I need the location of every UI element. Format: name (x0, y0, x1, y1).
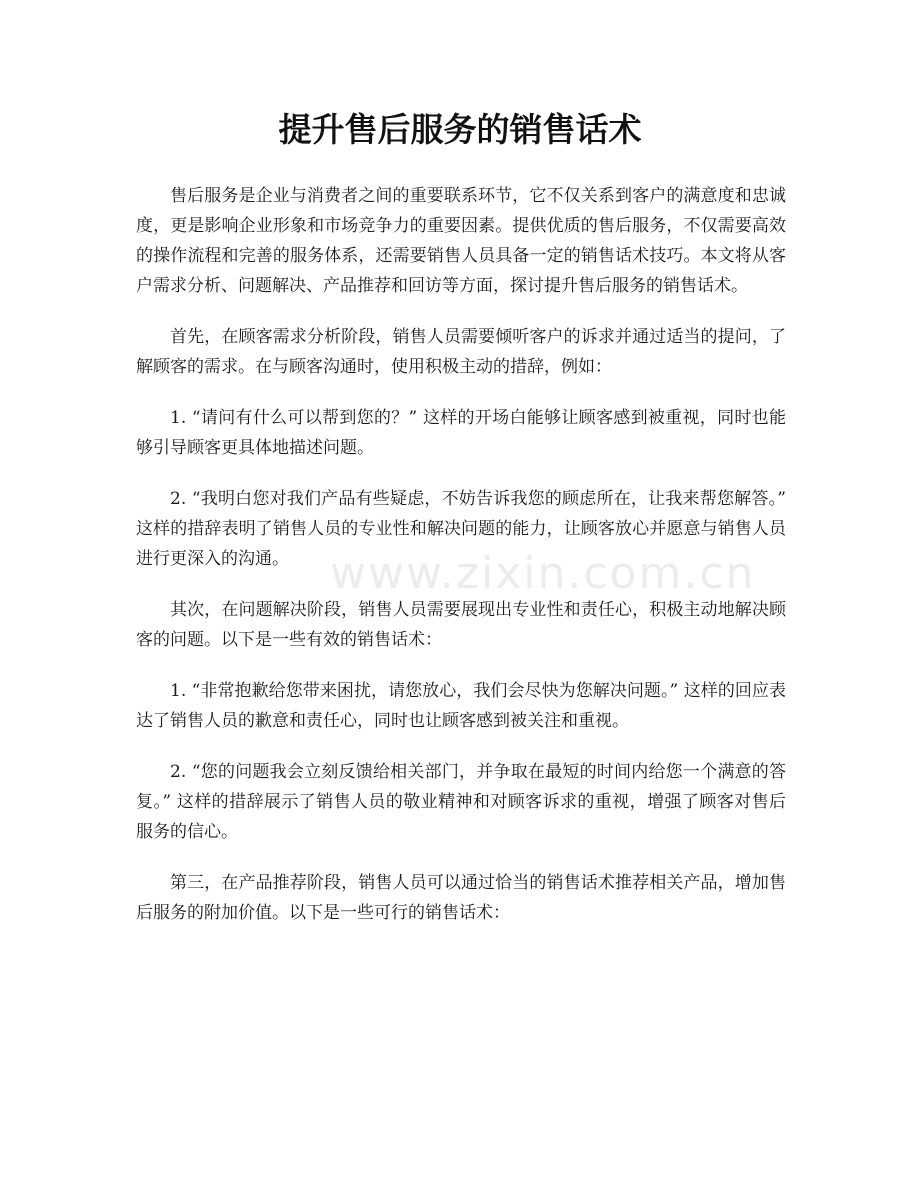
paragraph-product-recommendation: 第三，在产品推荐阶段，销售人员可以通过恰当的销售话术推荐相关产品，增加售后服务的附加价值。以下是一些可行的销售话术： (136, 873, 786, 923)
document-title: 提升售后服务的销售话术 (278, 110, 642, 149)
paragraph-problem-solving: 其次，在问题解决阶段，销售人员需要展现出专业性和责任心，积极主动地解决顾客的问题。以下是一些有效的销售话术： (136, 600, 786, 650)
paragraph-intro: 售后服务是企业与消费者之间的重要联系环节，它不仅关系到客户的满意度和忠诚度，更是影响企业形象和市场竞争力的重要因素。提供优质的售后服务，不仅需要高效的操作流程和完善的服务体系，还需要销售人员具备一定的销售话术技巧。本文将从客户需求分析、问题解决、产品推荐和回访等方面，探讨提升售后服务的销售话术。 (136, 186, 786, 296)
watermark-text: www.zixin.com.cn (330, 548, 756, 599)
list-item-problem-1: 1. “非常抱歉给您带来困扰，请您放心，我们会尽快为您解决问题。” 这样的回应表达了销售人员的歉意和责任心，同时也让顾客感到被关注和重视。 (136, 681, 786, 731)
document-body (136, 181, 786, 949)
list-item-problem-2: 2. “您的问题我会立刻反馈给相关部门，并争取在最短的时间内给您一个满意的答复。” 这样的措辞展示了销售人员的敬业精神和对顾客诉求的重视，增强了顾客对售后服务的信心。 (136, 762, 786, 842)
list-item-needs-2: 2. “我明白您对我们产品有些疑虑，不妨告诉我您的顾虑所在，让我来帮您解答。” 这样的措辞表明了销售人员的专业性和解决问题的能力，让顾客放心并愿意与销售人员进行更深入的沟通。 (136, 489, 786, 569)
paragraph-needs-analysis: 首先，在顾客需求分析阶段，销售人员需要倾听客户的诉求并通过适当的提问，了解顾客的需求。在与顾客沟通时，使用积极主动的措辞，例如： (136, 327, 786, 377)
list-item-needs-1: 1. “请问有什么可以帮到您的？” 这样的开场白能够让顾客感到被重视，同时也能够引导顾客更具体地描述问题。 (136, 408, 786, 458)
